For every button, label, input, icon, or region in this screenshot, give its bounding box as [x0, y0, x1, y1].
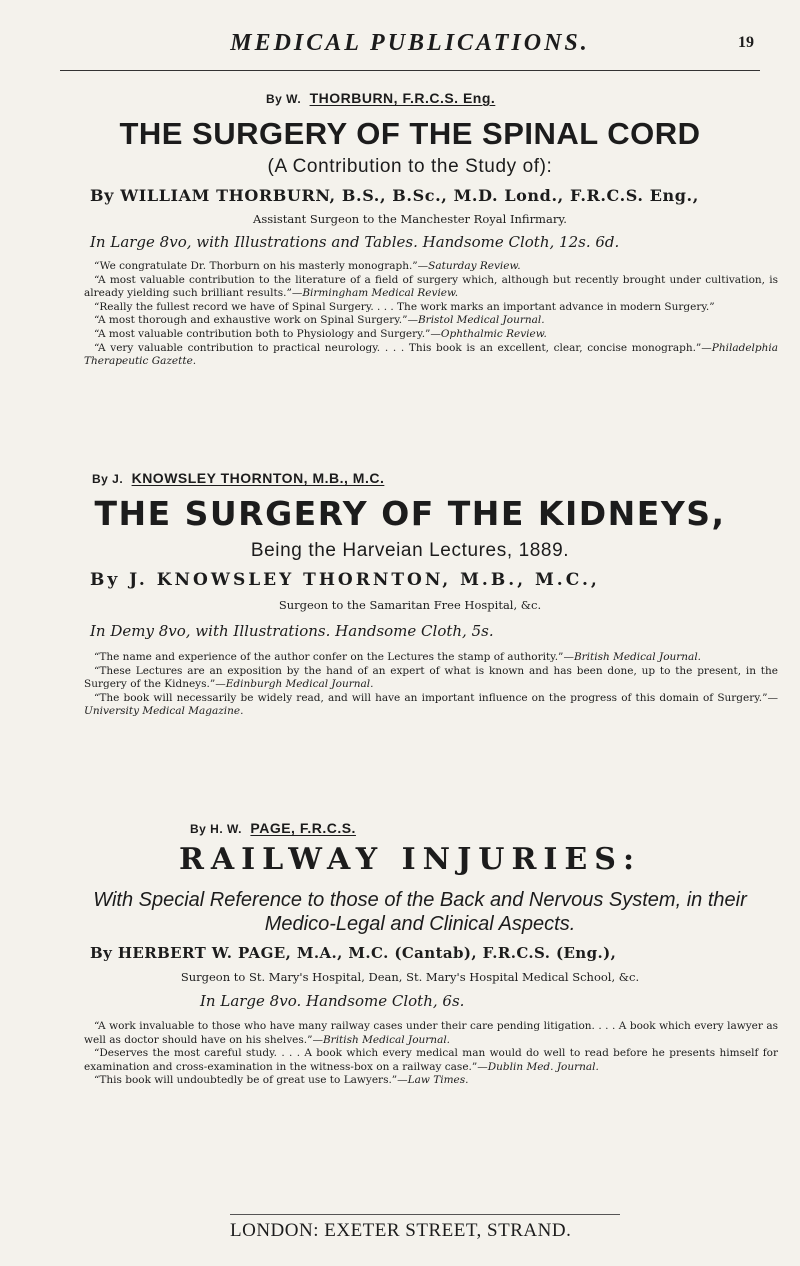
review-item: “A most valuable contribution to the literature of a field of surgery which, although but recently brought under cultivation, is already yielding such brilliant results.”—Birmingham Medical Review. — [84, 273, 778, 300]
review-item: “A work invaluable to those who have many railway cases under their care pending litigation. . . . A book which every lawyer as well as doctor should have on his shelves.”—British Medical Journal. — [84, 1020, 778, 1046]
review-item: “A very valuable contribution to practical neurology. . . . This book is an excellent, clear, concise monograph.”—Philadelphia Therapeutic Gazette. — [84, 341, 778, 368]
publisher-imprint: LONDON: EXETER STREET, STRAND. — [230, 1220, 572, 1241]
book-byline: By HERBERT W. PAGE, M.A., M.C. (Cantab), F.R.C.S. (Eng.), — [90, 944, 617, 962]
review-item: “The name and experience of the author confer on the Lectures the stamp of authority.”—British Medical Journal. — [94, 651, 702, 663]
book-subtitle: (A Contribution to the Study of): — [267, 156, 553, 177]
book-subtitle: With Special Reference to those of the Back and Nervous System, in their Medico-Legal and Clinical Aspects. — [93, 889, 747, 935]
running-title: MEDICAL PUBLICATIONS. — [230, 30, 590, 56]
review-item: “A most valuable contribution both to Physiology and Surgery.”—Ophthalmic Review. — [94, 327, 547, 340]
entry-spinal-cord — [60, 90, 778, 370]
book-byline: By WILLIAM THORBURN, B.S., B.Sc., M.D. Lond., F.R.C.S. Eng., — [90, 186, 699, 205]
author-heading: By J. KNOWSLEY THORNTON, M.B., M.C. — [92, 470, 385, 486]
author-position: Surgeon to the Samaritan Free Hospital, &c. — [278, 598, 542, 612]
review-item: “This book will undoubtedly be of great use to Lawyers.”—Law Times. — [94, 1074, 469, 1087]
page-number: 19 — [738, 34, 754, 51]
edition-info: In Large 8vo, with Illustrations and Tables. Handsome Cloth, 12s. 6d. — [90, 233, 620, 251]
entry-railway-injuries — [60, 820, 778, 1200]
review-item: “These Lectures are an exposition by the hand of an expert of what is known and has been done, up to the present, in the Surgery of the Kidneys.”—Edinburgh Medical Journal. — [84, 664, 778, 691]
book-title: THE SURGERY OF THE SPINAL CORD — [119, 116, 701, 151]
book-title: RAILWAY INJURIES: — [178, 842, 642, 877]
review-block — [84, 651, 778, 719]
review-item: “The book will necessarily be widely read, and will have an important influence on the progress of this domain of Surgery.”—University Medical Magazine. — [84, 691, 778, 718]
review-block — [84, 260, 778, 369]
book-byline: By J. KNOWSLEY THORNTON, M.B., M.C., — [90, 570, 600, 590]
author-heading: By H. W. PAGE, F.R.C.S. — [190, 820, 356, 836]
footer-rule — [230, 1214, 620, 1215]
review-item: “We congratulate Dr. Thorburn on his masterly monograph.”—Saturday Review. — [94, 260, 521, 272]
review-item: “Deserves the most careful study. . . . A book which every medical man would do well to read before he presents himself for examination and cross-examination in the witness-box on a railway case.”—Dublin Med. Journal. — [84, 1047, 778, 1073]
review-item: “Really the fullest record we have of Spinal Surgery. . . . The work marks an important advance in modern Surgery.” — [94, 300, 715, 313]
review-block — [84, 1020, 778, 1088]
review-item: “A most thorough and exhaustive work on Spinal Surgery.”—Bristol Medical Journal. — [94, 314, 545, 327]
running-head — [60, 30, 760, 71]
edition-info: In Demy 8vo, with Illustrations. Handsome Cloth, 5s. — [90, 622, 494, 640]
entry-kidneys — [60, 470, 778, 770]
author-position: Assistant Surgeon to the Manchester Royal Infirmary. — [253, 212, 567, 226]
author-heading: By W. THORBURN, F.R.C.S. Eng. — [266, 90, 496, 106]
book-subtitle: Being the Harveian Lectures, 1889. — [250, 540, 570, 561]
book-title: THE SURGERY OF THE KIDNEYS, — [94, 494, 726, 533]
edition-info: In Large 8vo. Handsome Cloth, 6s. — [200, 992, 465, 1010]
author-position: Surgeon to St. Mary's Hospital, Dean, St. Mary's Hospital Medical School, &c. — [180, 970, 640, 984]
